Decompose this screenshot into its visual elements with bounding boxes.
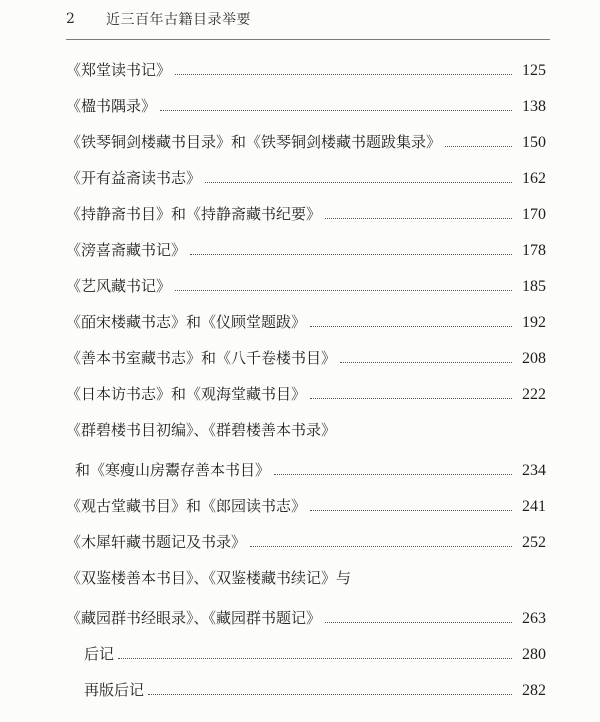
dot-leader: [445, 146, 512, 147]
dot-leader: [118, 658, 512, 659]
toc-entry-page: 222: [522, 386, 546, 403]
toc-entry: [66, 132, 546, 153]
dot-leader: [190, 254, 512, 255]
toc-entry: [66, 312, 546, 333]
toc-entry-page: 280: [522, 646, 546, 663]
dot-leader: [310, 510, 512, 511]
dot-leader: [340, 362, 512, 363]
toc-entry: [66, 680, 546, 701]
toc-entry: [66, 644, 546, 665]
toc-entry: [66, 168, 546, 189]
toc-entry-title: 《木犀轩藏书题记及书录》: [66, 533, 247, 551]
dot-leader: [274, 474, 512, 475]
dot-leader: [205, 182, 512, 183]
toc-entry-title: 《艺风藏书记》: [66, 277, 172, 295]
page-number: 2: [66, 11, 75, 27]
dot-leader: [310, 398, 512, 399]
toc-entry-title: 《滂喜斋藏书记》: [66, 241, 187, 259]
toc-entry: [66, 348, 546, 369]
header-rule: [66, 39, 550, 40]
toc-entry: [66, 276, 546, 297]
toc-entry-title: 《皕宋楼藏书志》和《仪顾堂题跋》: [66, 313, 307, 331]
toc-entry-title: 《铁琴铜剑楼藏书目录》和《铁琴铜剑楼藏书题跋集录》: [66, 133, 442, 151]
toc-entry-page: 150: [522, 134, 546, 151]
toc-entry-page: 170: [522, 206, 546, 223]
toc-entry-continuation: [66, 460, 546, 481]
toc-entry-title: 《持静斋书目》和《持静斋藏书纪要》: [66, 205, 322, 223]
toc-entry-title-continued: 《藏园群书经眼录》、《藏园群书题记》: [66, 609, 322, 627]
toc-entry-title-continued: 和《寒瘦山房鬻存善本书目》: [75, 461, 271, 479]
toc-entry: [66, 96, 546, 117]
toc-entry: [66, 496, 546, 517]
dot-leader: [148, 694, 512, 695]
toc-entry-page: 178: [522, 242, 546, 259]
toc-entry-title: 《观古堂藏书目》和《郎园读书志》: [66, 497, 307, 515]
toc-entry-title: 《开有益斋读书志》: [66, 169, 202, 187]
toc-entry: [66, 532, 546, 553]
toc-entry-title: 后记: [84, 645, 115, 663]
toc-entry: [66, 60, 546, 81]
dot-leader: [250, 546, 512, 547]
dot-leader: [325, 622, 512, 623]
toc-entry: [66, 384, 546, 405]
book-title: 近三百年古籍目录举要: [106, 12, 251, 28]
toc-entry-page: 234: [522, 462, 546, 479]
toc-entry-page: 162: [522, 170, 546, 187]
table-of-contents: [66, 60, 546, 716]
toc-entry-page: 282: [522, 682, 546, 699]
toc-entry-title: 《日本访书志》和《观海堂藏书目》: [66, 385, 307, 403]
toc-entry-page: 252: [522, 534, 546, 551]
toc-entry-title: 《楹书隅录》: [66, 97, 157, 115]
toc-entry-continuation: [66, 608, 546, 629]
toc-entry-page: 138: [522, 98, 546, 115]
toc-entry-page: 241: [522, 498, 546, 515]
toc-entry-page: 208: [522, 350, 546, 367]
toc-entry-page: 263: [522, 610, 546, 627]
toc-entry-page: 125: [522, 62, 546, 79]
toc-entry-first-line: [66, 420, 546, 440]
dot-leader: [175, 290, 512, 291]
dot-leader: [175, 74, 512, 75]
toc-entry: [66, 204, 546, 225]
toc-entry-title: 再版后记: [84, 681, 145, 699]
dot-leader: [160, 110, 512, 111]
toc-entry-title: 《郑堂读书记》: [66, 61, 172, 79]
toc-entry-title: 《双鉴楼善本书目》、《双鉴楼藏书续记》与: [66, 569, 352, 587]
toc-entry: [66, 240, 546, 261]
toc-entry-first-line: [66, 568, 546, 588]
running-header: [66, 8, 251, 30]
toc-entry-title: 《群碧楼书目初编》、《群碧楼善本书录》: [66, 421, 337, 439]
toc-entry-page: 192: [522, 314, 546, 331]
toc-entry-page: 185: [522, 278, 546, 295]
toc-entry-title: 《善本书室藏书志》和《八千卷楼书目》: [66, 349, 337, 367]
dot-leader: [310, 326, 512, 327]
dot-leader: [325, 218, 512, 219]
